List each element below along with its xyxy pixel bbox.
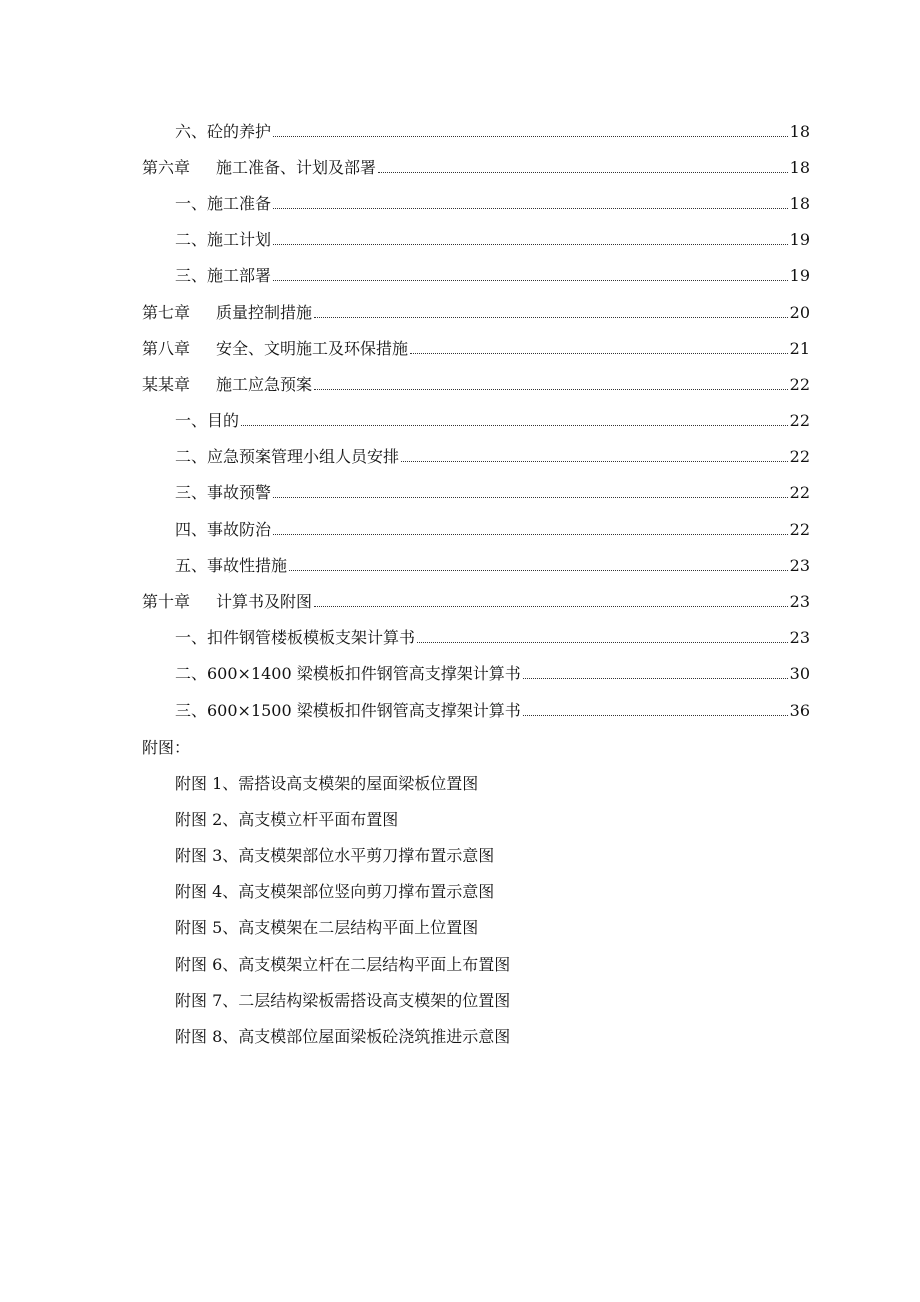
toc-entry-title: 计算书及附图 — [216, 592, 313, 612]
dot-leader — [417, 642, 788, 643]
dot-leader — [523, 715, 788, 716]
dot-leader — [401, 461, 788, 462]
appendix-heading: 附图： — [142, 737, 191, 757]
dot-leader — [378, 172, 788, 173]
toc-entry-page: 19 — [789, 230, 810, 250]
toc-entry-page: 18 — [789, 157, 810, 177]
appendix-item[interactable]: 附图 2、高支模立杆平面布置图 — [175, 809, 399, 829]
toc-entry-page: 22 — [789, 519, 810, 539]
toc-entry-page: 21 — [789, 338, 810, 358]
toc-entry[interactable] — [0, 691, 920, 727]
toc-entry[interactable] — [0, 438, 920, 474]
toc-chapter-entry[interactable] — [0, 293, 920, 329]
dot-leader — [273, 280, 788, 281]
toc-entry-page: 18 — [789, 121, 810, 141]
toc-entry-title: 一、施工准备 — [175, 193, 272, 213]
toc-entry-page: 22 — [789, 447, 810, 467]
toc-chapter-entry[interactable] — [0, 582, 920, 618]
toc-entry-page: 23 — [789, 555, 810, 575]
toc-entry-page: 22 — [789, 411, 810, 431]
toc-entry-page: 23 — [789, 592, 810, 612]
toc-entry-title: 施工应急预案 — [216, 374, 313, 394]
toc-chapter-entry[interactable] — [0, 148, 920, 184]
appendix-item[interactable]: 附图 5、高支模架在二层结构平面上位置图 — [175, 918, 479, 938]
toc-entry-title: 二、600×1400 梁模板扣件钢管高支撑架计算书 — [175, 664, 521, 684]
toc-entry-page: 18 — [789, 193, 810, 213]
appendix-item[interactable]: 附图 6、高支模架立杆在二层结构平面上布置图 — [175, 954, 511, 974]
dot-leader — [241, 425, 788, 426]
toc-entry-page: 23 — [789, 628, 810, 648]
toc-entry[interactable] — [0, 510, 920, 546]
toc-entry-title: 六、砼的养护 — [175, 121, 272, 141]
toc-entry-title: 三、施工部署 — [175, 266, 272, 286]
toc-entry-title: 二、应急预案管理小组人员安排 — [175, 447, 400, 467]
dot-leader — [314, 317, 788, 318]
toc-entry-title: 一、扣件钢管楼板模板支架计算书 — [175, 628, 416, 648]
dot-leader — [314, 389, 788, 390]
toc-entry-title: 三、事故预警 — [175, 483, 272, 503]
toc-entry[interactable] — [0, 474, 920, 510]
toc-entry[interactable] — [0, 221, 920, 257]
appendix-item[interactable]: 附图 3、高支模架部位水平剪刀撑布置示意图 — [175, 845, 495, 865]
toc-chapter-entry[interactable] — [0, 365, 920, 401]
dot-leader — [410, 353, 788, 354]
dot-leader — [273, 208, 788, 209]
dot-leader — [523, 678, 788, 679]
dot-leader — [289, 570, 788, 571]
toc-entry-title: 二、施工计划 — [175, 230, 272, 250]
toc-entry-page: 36 — [789, 700, 810, 720]
table-of-contents — [0, 112, 920, 727]
appendix-item[interactable]: 附图 4、高支模架部位竖向剪刀撑布置示意图 — [175, 882, 495, 902]
dot-leader — [273, 244, 788, 245]
toc-entry-title: 安全、文明施工及环保措施 — [216, 338, 409, 358]
toc-entry-page: 20 — [789, 302, 810, 322]
dot-leader — [273, 497, 788, 498]
toc-entry-title: 施工准备、计划及部署 — [216, 157, 377, 177]
toc-chapter-number: 第七章 — [142, 302, 191, 322]
toc-entry-title: 一、目的 — [175, 411, 240, 431]
appendix-item[interactable]: 附图 1、需搭设高支模架的屋面梁板位置图 — [175, 773, 479, 793]
toc-entry[interactable] — [0, 112, 920, 148]
dot-leader — [314, 606, 788, 607]
appendix-item[interactable]: 附图 7、二层结构梁板需搭设高支模架的位置图 — [175, 990, 511, 1010]
toc-chapter-number: 第六章 — [142, 157, 191, 177]
toc-entry[interactable] — [0, 257, 920, 293]
toc-entry[interactable] — [0, 184, 920, 220]
appendix-item[interactable]: 附图 8、高支模部位屋面梁板砼浇筑推进示意图 — [175, 1026, 511, 1046]
toc-entry-page: 22 — [789, 483, 810, 503]
toc-entry-title: 质量控制措施 — [216, 302, 313, 322]
toc-entry[interactable] — [0, 619, 920, 655]
toc-entry-page: 22 — [789, 374, 810, 394]
toc-chapter-entry[interactable] — [0, 329, 920, 365]
toc-entry-title: 三、600×1500 梁模板扣件钢管高支撑架计算书 — [175, 700, 521, 720]
toc-entry[interactable] — [0, 546, 920, 582]
toc-entry-title: 五、事故性措施 — [175, 555, 288, 575]
toc-entry[interactable] — [0, 402, 920, 438]
toc-chapter-number: 第十章 — [142, 592, 191, 612]
toc-entry-page: 30 — [789, 664, 810, 684]
dot-leader — [273, 136, 788, 137]
appendix-figure-list — [0, 728, 920, 1054]
toc-entry[interactable] — [0, 655, 920, 691]
toc-entry-page: 19 — [789, 266, 810, 286]
dot-leader — [273, 534, 788, 535]
toc-chapter-number: 某某章 — [142, 374, 191, 394]
toc-entry-title: 四、事故防治 — [175, 519, 272, 539]
toc-chapter-number: 第八章 — [142, 338, 191, 358]
